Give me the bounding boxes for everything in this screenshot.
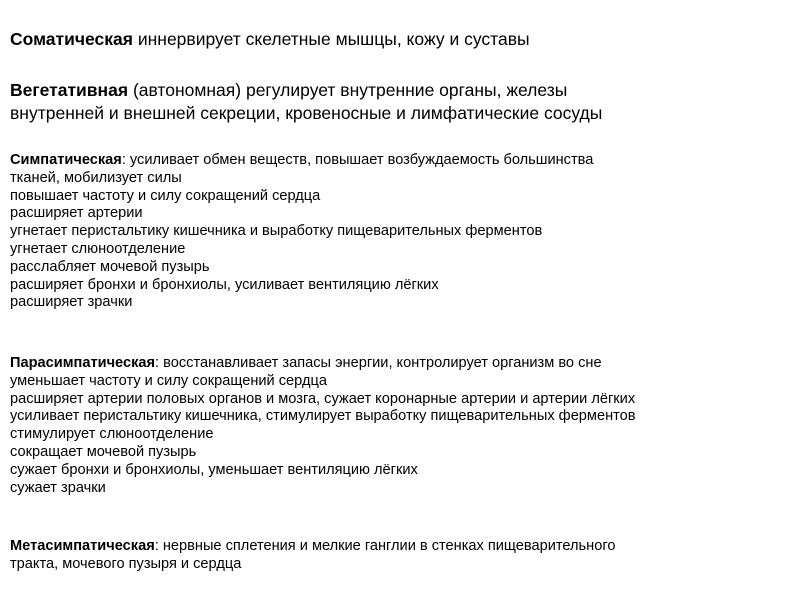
parasympathetic-head: : восстанавливает запасы энергии, контролирует организм во сне: [155, 355, 602, 371]
vegetative-section: [10, 79, 794, 125]
parasympathetic-line: расширяет артерии половых органов и мозга, сужает коронарные артерии и артерии лёгких: [10, 390, 636, 407]
parasympathetic-section: [10, 355, 794, 497]
parasympathetic-line: усиливает перистальтику кишечника, стимулирует выработку пищеварительных ферментов: [10, 408, 636, 425]
sympathetic-line: расслабляет мочевой пузырь: [10, 258, 210, 275]
parasympathetic-head-line: [10, 355, 794, 373]
vegetative-line-1: [10, 79, 794, 102]
metasympathetic-section: [10, 538, 794, 574]
vegetative-text-1: (автономная) регулирует внутренние органы, железы: [128, 80, 568, 100]
sympathetic-head: : усиливает обмен веществ, повышает возбуждаемость большинства: [121, 152, 594, 168]
sympathetic-term: Симпатическая: [10, 152, 122, 168]
parasympathetic-line: сужает зрачки: [10, 479, 106, 496]
somatic-text: иннервирует скелетные мышцы, кожу и суставы: [132, 29, 530, 49]
sympathetic-line: расширяет бронхи и бронхиолы, усиливает вентиляцию лёгких: [10, 276, 439, 293]
metasympathetic-head: : нервные сплетения и мелкие ганглии в стенках пищеварительного: [154, 538, 616, 554]
somatic-line: [10, 28, 794, 51]
metasympathetic-term: Метасимпатическая: [10, 538, 155, 554]
somatic-section: [10, 28, 794, 51]
parasympathetic-line: стимулирует слюноотделение: [10, 426, 214, 443]
vegetative-term: Вегетативная: [10, 80, 129, 100]
sympathetic-line: расширяет артерии: [10, 205, 143, 222]
vegetative-line-2: внутренней и внешней секреции, кровеносные и лимфатические сосуды: [10, 103, 603, 123]
parasympathetic-term: Парасимпатическая: [10, 355, 156, 371]
sympathetic-line: расширяет зрачки: [10, 294, 133, 311]
metasympathetic-line-2: тракта, мочевого пузыря и сердца: [10, 555, 242, 572]
sympathetic-line: повышает частоту и силу сокращений сердца: [10, 187, 321, 204]
sympathetic-line: тканей, мобилизует силы: [10, 169, 182, 186]
somatic-term: Соматическая: [10, 29, 133, 49]
parasympathetic-line: сужает бронхи и бронхиолы, уменьшает вентиляцию лёгких: [10, 461, 418, 478]
metasympathetic-head-line: [10, 538, 794, 556]
parasympathetic-line: сокращает мочевой пузырь: [10, 443, 197, 460]
sympathetic-section: [10, 152, 794, 312]
parasympathetic-line: уменьшает частоту и силу сокращений сердца: [10, 372, 327, 389]
sympathetic-head-line: [10, 152, 794, 170]
sympathetic-line: угнетает слюноотделение: [10, 240, 186, 257]
sympathetic-line: угнетает перистальтику кишечника и выработку пищеварительных ферментов: [10, 223, 543, 240]
